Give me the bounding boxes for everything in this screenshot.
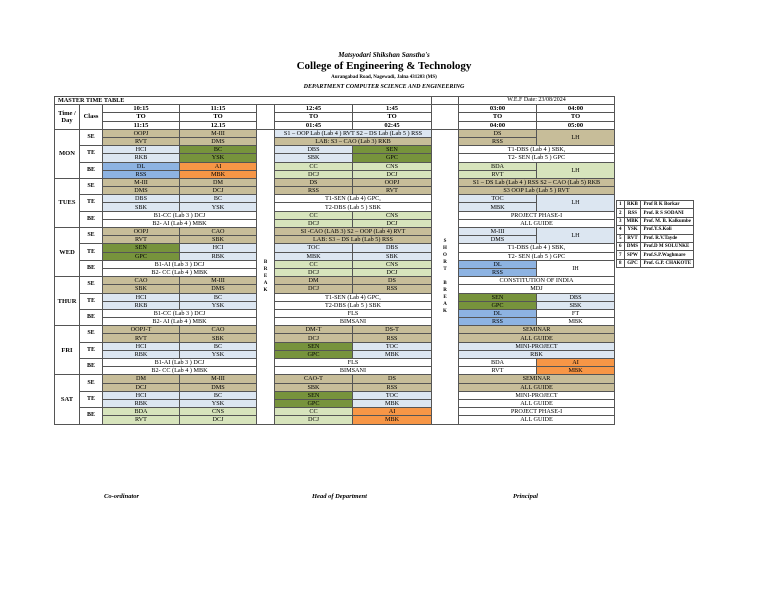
schedule-cell: RSS [103, 170, 180, 178]
schedule-cell: SEN [459, 293, 537, 301]
schedule-cell: DS-T [353, 326, 432, 334]
schedule-cell: MDJ [459, 285, 615, 293]
lunch-break-column: B R E A K [257, 129, 275, 424]
schedule-cell: SBK [353, 252, 432, 260]
schedule-cell: PROJECT PHASE-I [459, 211, 615, 219]
schedule-cell: SEMINAR [459, 375, 615, 383]
schedule-cell: RSS [459, 268, 537, 276]
schedule-cell: DBS [275, 146, 353, 154]
schedule-cell: SBK [537, 301, 615, 309]
schedule-cell: B1-AI (Lab 3 ) DCJ [103, 359, 257, 367]
schedule-cell: SEN [275, 342, 353, 350]
schedule-cell: FLS [275, 359, 432, 367]
schedule-cell: SEN [103, 244, 180, 252]
schedule-cell: MBK [353, 416, 432, 424]
schedule-cell: HCI [180, 244, 257, 252]
time-slot-header: TO [537, 113, 615, 121]
faculty-code: YSK [624, 226, 641, 234]
class-label: SE [80, 178, 103, 194]
schedule-cell: LAB: S3 – CAO (Lab 3) RKB [275, 137, 432, 145]
faculty-code: GPC [624, 259, 641, 267]
schedule-cell: CNS [180, 408, 257, 416]
schedule-cell: BC [180, 391, 257, 399]
faculty-name: Prof.S.P.Waghmare [641, 251, 694, 259]
schedule-cell: YSK [180, 154, 257, 162]
schedule-cell: BC [180, 342, 257, 350]
schedule-cell: BIMSANI [275, 318, 432, 326]
wef-date: W.E.F Date: 23/08/2024 [459, 97, 615, 105]
signature-principal: Principal [513, 493, 538, 500]
schedule-cell: RKB [103, 154, 180, 162]
schedule-cell: DM [180, 178, 257, 186]
time-day-header: Time / Day [55, 105, 80, 130]
schedule-cell: TOC [275, 244, 353, 252]
timetable-title: MASTER TIME TABLE [55, 97, 432, 105]
faculty-name: Prof. R S SODANI [641, 209, 694, 217]
time-slot-header: TO [275, 113, 353, 121]
faculty-code: RKB [624, 201, 641, 209]
time-slot-header: 03:00 [459, 105, 537, 113]
schedule-cell: M-III [180, 277, 257, 285]
schedule-cell: ALL GUIDE [459, 399, 615, 407]
faculty-number: 6 [617, 242, 625, 250]
schedule-cell: BDA [103, 408, 180, 416]
class-label: TE [80, 244, 103, 260]
schedule-cell: DMS [103, 187, 180, 195]
schedule-cell: GPC [459, 301, 537, 309]
time-slot-header: 04:00 [459, 121, 537, 129]
department-name: DEPARTMENT COMPUTER SCIENCE AND ENGINEERING [303, 84, 465, 90]
schedule-cell: S3 OOP Lab (Lab 5 ) RVT [459, 187, 615, 195]
schedule-cell: T2-DBS (Lab 5 ) SBK [275, 301, 432, 309]
faculty-name: Prof. G.P. CHAKOTE [641, 259, 694, 267]
break-header-gap [257, 105, 275, 130]
schedule-cell: B2- CC (Lab 4 ) MBK [103, 367, 257, 375]
schedule-cell: HCI [103, 293, 180, 301]
schedule-cell: B1-CC (Lab 3 ) DCJ [103, 309, 257, 317]
schedule-cell: RVT [103, 416, 180, 424]
schedule-cell: ALL GUIDE [459, 334, 615, 342]
schedule-cell: SEMINAR [459, 326, 615, 334]
faculty-number: 1 [617, 201, 625, 209]
schedule-cell: LH [537, 195, 615, 211]
time-slot-header: 11:15 [103, 121, 180, 129]
schedule-cell: DBS [103, 195, 180, 203]
schedule-cell: RVT [459, 170, 537, 178]
schedule-cell: CC [275, 162, 353, 170]
schedule-cell: CNS [353, 211, 432, 219]
time-slot-header: 12.15 [180, 121, 257, 129]
schedule-cell: DMS [180, 383, 257, 391]
time-slot-header: TO [459, 113, 537, 121]
schedule-cell: DCJ [275, 268, 353, 276]
schedule-cell: OOPJ [103, 129, 180, 137]
schedule-cell: DMS [180, 137, 257, 145]
faculty-code: MBK [624, 217, 641, 225]
schedule-cell: DM-T [275, 326, 353, 334]
time-slot-header: TO [353, 113, 432, 121]
schedule-cell: CAO [180, 228, 257, 236]
time-slot-header: 01:45 [275, 121, 353, 129]
schedule-cell: CC [275, 260, 353, 268]
schedule-cell: BC [180, 195, 257, 203]
schedule-cell: CC [275, 408, 353, 416]
schedule-cell: YSK [180, 399, 257, 407]
class-label: BE [80, 162, 103, 178]
schedule-cell: CONSTITUTION OF INDIA [459, 277, 615, 285]
schedule-cell: T1-SEN (Lab 4) GPC, [275, 293, 432, 301]
schedule-cell: B1-CC (Lab 3 ) DCJ [103, 211, 257, 219]
short-break-column: S H O R T B R E A K [432, 129, 459, 424]
faculty-code: DMS [624, 242, 641, 250]
schedule-cell: S1 – DS Lab (Lab 4 ) RSS S2 – CAO (Lab 5) RKB [459, 178, 615, 186]
schedule-cell: T1-DBS (Lab 4 ) SBK, [459, 146, 615, 154]
schedule-cell: BC [180, 146, 257, 154]
schedule-cell: DCJ [275, 170, 353, 178]
schedule-cell: SI -CAO (LAB 3) S2 – OOP (Lab 4) RVT [275, 228, 432, 236]
schedule-cell: M-III [180, 129, 257, 137]
faculty-code: RVT [624, 234, 641, 242]
schedule-cell: TOC [353, 391, 432, 399]
schedule-cell: RBK [459, 350, 615, 358]
schedule-cell: RVT [103, 236, 180, 244]
faculty-number: 8 [617, 259, 625, 267]
schedule-cell: OOPJ-T [103, 326, 180, 334]
schedule-cell: RVT [353, 187, 432, 195]
schedule-cell: T2-DBS (Lab 5 ) SBK [275, 203, 432, 211]
schedule-cell: DS [353, 277, 432, 285]
day-label: SAT [55, 375, 80, 424]
faculty-name: Prof.Y.S.Koli [641, 226, 694, 234]
schedule-cell: RVT [459, 367, 537, 375]
schedule-cell: BIMSANI [275, 367, 432, 375]
schedule-cell: RSS [275, 187, 353, 195]
class-label: BE [80, 309, 103, 325]
schedule-cell: DL [459, 309, 537, 317]
schedule-cell: MBK [353, 350, 432, 358]
schedule-cell: DCJ [275, 285, 353, 293]
class-label: BE [80, 359, 103, 375]
schedule-cell: DCJ [103, 383, 180, 391]
schedule-cell: LAB: S3 – DS Lab (Lab 5) RSS [275, 236, 432, 244]
schedule-cell: AI [180, 162, 257, 170]
class-label: SE [80, 326, 103, 342]
day-label: WED [55, 228, 80, 277]
class-label: TE [80, 146, 103, 162]
schedule-cell: AI [537, 359, 615, 367]
college-name: College of Engineering & Technology [296, 60, 472, 72]
schedule-cell: DCJ [275, 334, 353, 342]
schedule-cell: ALL GUIDE [459, 383, 615, 391]
time-slot-header: 11:15 [180, 105, 257, 113]
schedule-cell: DS [459, 129, 537, 137]
class-label: SE [80, 277, 103, 293]
faculty-name: Prof. R.V.Tayde [641, 234, 694, 242]
schedule-cell: RSS [459, 318, 537, 326]
schedule-cell: RVT [103, 137, 180, 145]
faculty-legend [616, 200, 694, 268]
schedule-cell: MINI-PROJECT [459, 342, 615, 350]
time-slot-header: 02:45 [353, 121, 432, 129]
schedule-cell: GPC [103, 252, 180, 260]
schedule-cell: YSK [180, 203, 257, 211]
schedule-cell: T1-SEN (Lab 4) GPC, [275, 195, 432, 203]
schedule-cell: ALL GUIDE [459, 416, 615, 424]
schedule-cell: SEN [353, 146, 432, 154]
schedule-cell: MBK [537, 367, 615, 375]
schedule-cell: FLS [275, 309, 432, 317]
schedule-cell: ALL GUIDE [459, 219, 615, 227]
schedule-cell: YSK [180, 301, 257, 309]
time-slot-header: TO [180, 113, 257, 121]
schedule-cell: SBK [103, 203, 180, 211]
class-label: BE [80, 260, 103, 276]
schedule-cell: AI [353, 408, 432, 416]
schedule-cell: DMS [459, 236, 537, 244]
schedule-cell: CAO [103, 277, 180, 285]
schedule-cell: CAO [180, 326, 257, 334]
class-label: TE [80, 391, 103, 407]
schedule-cell: BDA [459, 162, 537, 170]
schedule-cell: RVT [103, 334, 180, 342]
schedule-cell: PROJECT PHASE-I [459, 408, 615, 416]
day-label: FRI [55, 326, 80, 375]
faculty-name: Prof. M. B. Kalkumbe [641, 217, 694, 225]
schedule-cell: M-III [459, 228, 537, 236]
schedule-cell: B2- AI (Lab 4 ) MBK [103, 219, 257, 227]
schedule-cell: DM [103, 375, 180, 383]
schedule-cell: CNS [353, 162, 432, 170]
day-label: MON [55, 129, 80, 178]
schedule-cell: DCJ [275, 416, 353, 424]
schedule-cell: CAO-T [275, 375, 353, 383]
schedule-cell: DM [275, 277, 353, 285]
schedule-cell: IH [537, 260, 615, 276]
class-label: SE [80, 228, 103, 244]
schedule-cell: DCJ [353, 219, 432, 227]
schedule-cell: HCI [103, 342, 180, 350]
break-header-gap [432, 105, 459, 130]
schedule-cell: TOC [353, 342, 432, 350]
signature-hod: Head of Department [312, 493, 367, 500]
faculty-name: Prof.D M SOLUNKE [641, 242, 694, 250]
schedule-cell: RSS [459, 137, 537, 145]
schedule-cell: CC [275, 211, 353, 219]
college-address: Aurangabad Road, Nagewadi, Jalna 431203 (MS) [331, 75, 437, 80]
schedule-cell: MINI-PROJECT [459, 391, 615, 399]
schedule-cell: DS [275, 178, 353, 186]
class-label: SE [80, 129, 103, 145]
schedule-cell: DL [459, 260, 537, 268]
faculty-number: 2 [617, 209, 625, 217]
schedule-cell: T1-DBS (Lab 4 ) SBK, [459, 244, 615, 252]
class-label: TE [80, 342, 103, 358]
time-slot-header: 04:00 [537, 105, 615, 113]
schedule-cell: T2- SEN (Lab 5 ) GPC [459, 252, 615, 260]
faculty-number: 5 [617, 234, 625, 242]
schedule-cell: LH [537, 129, 615, 145]
schedule-cell: M-III [103, 178, 180, 186]
schedule-cell: B1-AI (Lab 3 ) DCJ [103, 260, 257, 268]
schedule-cell: SBK [103, 285, 180, 293]
faculty-number: 7 [617, 251, 625, 259]
faculty-name: Prof R K Borkar [641, 201, 694, 209]
schedule-cell: RSS [353, 334, 432, 342]
day-label: TUES [55, 178, 80, 227]
class-header: Class [80, 105, 103, 130]
class-label: TE [80, 195, 103, 211]
schedule-cell: DMS [180, 285, 257, 293]
schedule-cell: RSS [353, 285, 432, 293]
schedule-cell: LH [537, 228, 615, 244]
schedule-cell: SBK [275, 154, 353, 162]
schedule-cell: HCI [103, 146, 180, 154]
schedule-cell: MBK [180, 170, 257, 178]
schedule-cell: RBK [180, 252, 257, 260]
schedule-cell: GPC [275, 350, 353, 358]
spacer [432, 97, 459, 105]
schedule-cell: BC [180, 293, 257, 301]
schedule-cell: SBK [180, 334, 257, 342]
schedule-cell: BDA [459, 359, 537, 367]
schedule-cell: DCJ [353, 268, 432, 276]
schedule-cell: MBK [275, 252, 353, 260]
schedule-cell: GPC [275, 399, 353, 407]
class-label: TE [80, 293, 103, 309]
schedule-cell: RBK [103, 350, 180, 358]
schedule-cell: SEN [275, 391, 353, 399]
schedule-cell: LH [537, 162, 615, 178]
schedule-cell: B2- AI (Lab 4 ) MBK [103, 318, 257, 326]
schedule-cell: DBS [353, 244, 432, 252]
schedule-cell: DBS [537, 293, 615, 301]
schedule-cell: DCJ [275, 219, 353, 227]
schedule-cell: DCJ [180, 416, 257, 424]
schedule-cell: RKB [103, 301, 180, 309]
faculty-code: RSS [624, 209, 641, 217]
schedule-cell: RBK [103, 399, 180, 407]
schedule-cell: DL [103, 162, 180, 170]
schedule-cell: OOPJ [353, 178, 432, 186]
schedule-cell: TOC [459, 195, 537, 203]
class-label: BE [80, 408, 103, 424]
schedule-cell: T2- SEN (Lab 5 ) GPC [459, 154, 615, 162]
master-timetable [54, 96, 615, 425]
time-slot-header: 10:15 [103, 105, 180, 113]
schedule-cell: GPC [353, 154, 432, 162]
schedule-cell: M-III [180, 375, 257, 383]
schedule-cell: OOPJ [103, 228, 180, 236]
schedule-cell: CNS [353, 260, 432, 268]
schedule-cell: RSS [353, 383, 432, 391]
schedule-cell: SBK [180, 236, 257, 244]
society-name: Matsyodari Shikshan Sanstha's [338, 51, 430, 59]
schedule-cell: DCJ [353, 170, 432, 178]
schedule-cell: DCJ [180, 187, 257, 195]
schedule-cell: DS [353, 375, 432, 383]
schedule-cell: MBK [353, 399, 432, 407]
schedule-cell: B2- CC (Lab 4 ) MBK [103, 268, 257, 276]
schedule-cell: MBK [537, 318, 615, 326]
time-slot-header: 12:45 [275, 105, 353, 113]
faculty-code: SPW [624, 251, 641, 259]
schedule-cell: S1 – OOP Lab (Lab 4 ) RVT S2 – DS Lab (Lab 5 ) RSS [275, 129, 432, 137]
schedule-cell: HCI [103, 391, 180, 399]
faculty-number: 4 [617, 226, 625, 234]
schedule-cell: MBK [459, 203, 537, 211]
schedule-cell: YSK [180, 350, 257, 358]
class-label: BE [80, 211, 103, 227]
signature-coordinator: Co-ordinator [104, 493, 140, 500]
time-slot-header: TO [103, 113, 180, 121]
faculty-number: 3 [617, 217, 625, 225]
class-label: SE [80, 375, 103, 391]
schedule-cell: FT [537, 309, 615, 317]
time-slot-header: 1:45 [353, 105, 432, 113]
schedule-cell: SBK [275, 383, 353, 391]
time-slot-header: 05:00 [537, 121, 615, 129]
day-label: THUR [55, 277, 80, 326]
